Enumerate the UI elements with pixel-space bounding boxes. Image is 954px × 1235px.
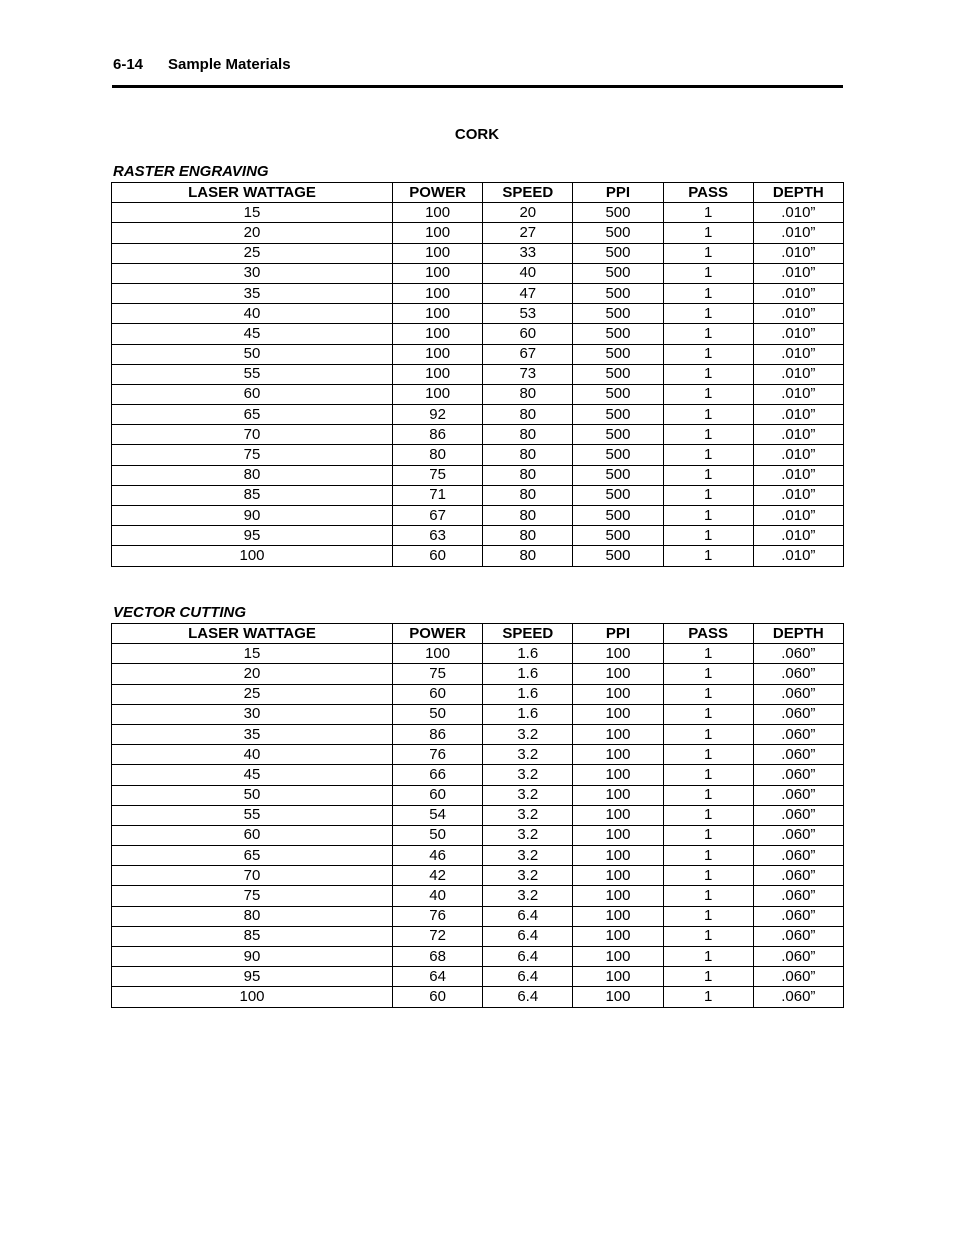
table-row [112, 384, 844, 404]
cell-depth: .010” [753, 445, 843, 465]
cell-depth: .060” [753, 825, 843, 845]
table-row [112, 644, 844, 664]
cell-ppi: 500 [573, 304, 663, 324]
cell-laser-wattage: 95 [112, 967, 393, 987]
cell-depth: .010” [753, 526, 843, 546]
cell-speed: 6.4 [483, 926, 573, 946]
cell-depth: .010” [753, 384, 843, 404]
cell-power: 100 [393, 364, 483, 384]
cell-pass: 1 [663, 866, 753, 886]
cell-pass: 1 [663, 283, 753, 303]
cell-speed: 3.2 [483, 825, 573, 845]
table-row [112, 304, 844, 324]
cell-depth: .010” [753, 243, 843, 263]
column-header-speed: SPEED [483, 624, 573, 644]
table-row [112, 546, 844, 566]
raster-settings-table [111, 182, 844, 567]
cell-ppi: 500 [573, 445, 663, 465]
cell-pass: 1 [663, 384, 753, 404]
cell-ppi: 100 [573, 765, 663, 785]
cell-power: 100 [393, 344, 483, 364]
cell-power: 46 [393, 846, 483, 866]
cell-pass: 1 [663, 364, 753, 384]
vector-settings-table [111, 623, 844, 1008]
cell-pass: 1 [663, 425, 753, 445]
cell-speed: 6.4 [483, 947, 573, 967]
column-header-depth: DEPTH [753, 624, 843, 644]
table-row [112, 203, 844, 223]
vector-table-body [112, 644, 844, 1007]
cell-speed: 6.4 [483, 967, 573, 987]
cell-speed: 73 [483, 364, 573, 384]
cell-depth: .060” [753, 926, 843, 946]
cell-laser-wattage: 45 [112, 324, 393, 344]
cell-depth: .010” [753, 364, 843, 384]
cell-ppi: 100 [573, 846, 663, 866]
cell-power: 63 [393, 526, 483, 546]
cell-power: 100 [393, 263, 483, 283]
cell-pass: 1 [663, 223, 753, 243]
cell-pass: 1 [663, 243, 753, 263]
cell-power: 42 [393, 866, 483, 886]
table-row [112, 745, 844, 765]
cell-speed: 3.2 [483, 805, 573, 825]
cell-pass: 1 [663, 805, 753, 825]
cell-laser-wattage: 90 [112, 947, 393, 967]
cell-pass: 1 [663, 684, 753, 704]
cell-ppi: 100 [573, 704, 663, 724]
page-header [113, 56, 291, 74]
cell-pass: 1 [663, 967, 753, 987]
cell-ppi: 100 [573, 987, 663, 1007]
cell-ppi: 500 [573, 485, 663, 505]
table-row [112, 263, 844, 283]
cell-laser-wattage: 25 [112, 684, 393, 704]
cell-laser-wattage: 75 [112, 445, 393, 465]
cell-laser-wattage: 75 [112, 886, 393, 906]
cell-depth: .010” [753, 203, 843, 223]
cell-speed: 3.2 [483, 785, 573, 805]
cell-power: 66 [393, 765, 483, 785]
table-row [112, 364, 844, 384]
cell-laser-wattage: 30 [112, 704, 393, 724]
cell-speed: 3.2 [483, 846, 573, 866]
cell-power: 76 [393, 906, 483, 926]
cell-power: 100 [393, 304, 483, 324]
cell-laser-wattage: 55 [112, 364, 393, 384]
cell-depth: .010” [753, 223, 843, 243]
cell-ppi: 500 [573, 364, 663, 384]
cell-speed: 6.4 [483, 906, 573, 926]
cell-laser-wattage: 85 [112, 926, 393, 946]
cell-depth: .060” [753, 704, 843, 724]
column-header-ppi: PPI [573, 183, 663, 203]
cell-power: 100 [393, 644, 483, 664]
cell-ppi: 500 [573, 324, 663, 344]
cell-ppi: 500 [573, 506, 663, 526]
cell-depth: .060” [753, 805, 843, 825]
cell-laser-wattage: 50 [112, 785, 393, 805]
cell-power: 54 [393, 805, 483, 825]
cell-speed: 1.6 [483, 664, 573, 684]
cell-power: 100 [393, 223, 483, 243]
cell-depth: .010” [753, 344, 843, 364]
table-row [112, 704, 844, 724]
cell-laser-wattage: 15 [112, 644, 393, 664]
cell-ppi: 500 [573, 526, 663, 546]
table-header-row [112, 624, 844, 644]
cell-power: 60 [393, 684, 483, 704]
table-row [112, 947, 844, 967]
cell-ppi: 100 [573, 785, 663, 805]
table-row [112, 765, 844, 785]
table-row [112, 425, 844, 445]
cell-speed: 80 [483, 465, 573, 485]
cell-laser-wattage: 85 [112, 485, 393, 505]
cell-depth: .010” [753, 263, 843, 283]
cell-laser-wattage: 95 [112, 526, 393, 546]
cell-ppi: 100 [573, 886, 663, 906]
table-row [112, 324, 844, 344]
cell-power: 68 [393, 947, 483, 967]
cell-depth: .010” [753, 465, 843, 485]
cell-depth: .010” [753, 304, 843, 324]
cell-pass: 1 [663, 886, 753, 906]
cell-depth: .010” [753, 324, 843, 344]
cell-ppi: 500 [573, 283, 663, 303]
cell-laser-wattage: 70 [112, 425, 393, 445]
cell-pass: 1 [663, 546, 753, 566]
cell-ppi: 100 [573, 906, 663, 926]
table-row [112, 846, 844, 866]
cell-laser-wattage: 65 [112, 846, 393, 866]
cell-pass: 1 [663, 263, 753, 283]
table-row [112, 785, 844, 805]
cell-power: 50 [393, 825, 483, 845]
cell-power: 75 [393, 465, 483, 485]
cell-pass: 1 [663, 203, 753, 223]
cell-laser-wattage: 100 [112, 987, 393, 1007]
cell-speed: 80 [483, 526, 573, 546]
cell-speed: 80 [483, 425, 573, 445]
cell-depth: .060” [753, 967, 843, 987]
cell-depth: .060” [753, 866, 843, 886]
cell-power: 60 [393, 987, 483, 1007]
column-header-power: POWER [393, 624, 483, 644]
header-divider [112, 85, 843, 88]
cell-pass: 1 [663, 825, 753, 845]
column-header-ppi: PPI [573, 624, 663, 644]
cell-speed: 3.2 [483, 886, 573, 906]
cell-power: 75 [393, 664, 483, 684]
cell-ppi: 500 [573, 203, 663, 223]
cell-pass: 1 [663, 785, 753, 805]
cell-power: 86 [393, 425, 483, 445]
cell-speed: 80 [483, 405, 573, 425]
cell-laser-wattage: 60 [112, 825, 393, 845]
cell-power: 92 [393, 405, 483, 425]
cell-pass: 1 [663, 344, 753, 364]
table-row [112, 906, 844, 926]
cell-power: 80 [393, 445, 483, 465]
cell-pass: 1 [663, 506, 753, 526]
cell-pass: 1 [663, 724, 753, 744]
cell-ppi: 100 [573, 684, 663, 704]
column-header-laser-wattage: LASER WATTAGE [112, 624, 393, 644]
table-row [112, 526, 844, 546]
cell-laser-wattage: 20 [112, 223, 393, 243]
cell-ppi: 100 [573, 926, 663, 946]
cell-speed: 3.2 [483, 724, 573, 744]
table-row [112, 243, 844, 263]
cell-speed: 67 [483, 344, 573, 364]
raster-table-body [112, 203, 844, 566]
cell-pass: 1 [663, 664, 753, 684]
cell-ppi: 100 [573, 745, 663, 765]
page-number: 6-14 [113, 56, 144, 73]
table-header-row [112, 183, 844, 203]
cell-ppi: 100 [573, 825, 663, 845]
cell-speed: 40 [483, 263, 573, 283]
cell-power: 76 [393, 745, 483, 765]
cell-laser-wattage: 40 [112, 745, 393, 765]
table-row [112, 987, 844, 1007]
table-row [112, 223, 844, 243]
material-title: CORK [454, 126, 500, 143]
cell-power: 86 [393, 724, 483, 744]
cell-laser-wattage: 45 [112, 765, 393, 785]
cell-ppi: 500 [573, 223, 663, 243]
table-row [112, 283, 844, 303]
cell-depth: .060” [753, 987, 843, 1007]
cell-depth: .060” [753, 745, 843, 765]
cell-speed: 80 [483, 506, 573, 526]
table-row [112, 926, 844, 946]
cell-depth: .060” [753, 906, 843, 926]
cell-power: 64 [393, 967, 483, 987]
cell-depth: .010” [753, 506, 843, 526]
table-row [112, 825, 844, 845]
cell-laser-wattage: 25 [112, 243, 393, 263]
cell-power: 40 [393, 886, 483, 906]
cell-ppi: 500 [573, 243, 663, 263]
column-header-laser-wattage: LASER WATTAGE [112, 183, 393, 203]
table-row [112, 405, 844, 425]
cell-depth: .010” [753, 283, 843, 303]
column-header-pass: PASS [663, 183, 753, 203]
cell-depth: .060” [753, 765, 843, 785]
cell-laser-wattage: 20 [112, 664, 393, 684]
cell-depth: .060” [753, 664, 843, 684]
cell-laser-wattage: 60 [112, 384, 393, 404]
column-header-pass: PASS [663, 624, 753, 644]
cell-power: 100 [393, 324, 483, 344]
cell-laser-wattage: 15 [112, 203, 393, 223]
raster-section-title: RASTER ENGRAVING [113, 163, 269, 180]
table-row [112, 506, 844, 526]
cell-laser-wattage: 55 [112, 805, 393, 825]
cell-speed: 27 [483, 223, 573, 243]
cell-laser-wattage: 30 [112, 263, 393, 283]
cell-speed: 80 [483, 546, 573, 566]
column-header-speed: SPEED [483, 183, 573, 203]
cell-ppi: 100 [573, 947, 663, 967]
cell-ppi: 500 [573, 465, 663, 485]
cell-pass: 1 [663, 947, 753, 967]
cell-power: 71 [393, 485, 483, 505]
column-header-power: POWER [393, 183, 483, 203]
cell-laser-wattage: 80 [112, 465, 393, 485]
cell-laser-wattage: 65 [112, 405, 393, 425]
cell-speed: 3.2 [483, 866, 573, 886]
cell-depth: .010” [753, 485, 843, 505]
cell-pass: 1 [663, 405, 753, 425]
cell-pass: 1 [663, 304, 753, 324]
cell-speed: 33 [483, 243, 573, 263]
table-row [112, 805, 844, 825]
column-header-depth: DEPTH [753, 183, 843, 203]
cell-pass: 1 [663, 926, 753, 946]
cell-depth: .060” [753, 785, 843, 805]
cell-speed: 47 [483, 283, 573, 303]
cell-pass: 1 [663, 846, 753, 866]
cell-laser-wattage: 80 [112, 906, 393, 926]
cell-laser-wattage: 35 [112, 724, 393, 744]
cell-power: 60 [393, 785, 483, 805]
cell-laser-wattage: 35 [112, 283, 393, 303]
cell-speed: 53 [483, 304, 573, 324]
cell-laser-wattage: 100 [112, 546, 393, 566]
cell-power: 72 [393, 926, 483, 946]
cell-ppi: 100 [573, 967, 663, 987]
cell-power: 100 [393, 283, 483, 303]
cell-ppi: 500 [573, 263, 663, 283]
table-row [112, 465, 844, 485]
cell-laser-wattage: 90 [112, 506, 393, 526]
cell-pass: 1 [663, 644, 753, 664]
cell-speed: 1.6 [483, 644, 573, 664]
table-row [112, 684, 844, 704]
table-row [112, 886, 844, 906]
table-row [112, 485, 844, 505]
cell-ppi: 100 [573, 866, 663, 886]
cell-laser-wattage: 40 [112, 304, 393, 324]
cell-ppi: 500 [573, 344, 663, 364]
section-name: Sample Materials [168, 56, 291, 73]
cell-depth: .010” [753, 425, 843, 445]
cell-speed: 80 [483, 384, 573, 404]
cell-depth: .010” [753, 546, 843, 566]
cell-ppi: 500 [573, 546, 663, 566]
cell-depth: .060” [753, 846, 843, 866]
cell-laser-wattage: 70 [112, 866, 393, 886]
cell-pass: 1 [663, 445, 753, 465]
cell-depth: .010” [753, 405, 843, 425]
cell-speed: 80 [483, 445, 573, 465]
table-row [112, 866, 844, 886]
table-row [112, 445, 844, 465]
cell-pass: 1 [663, 765, 753, 785]
cell-power: 60 [393, 546, 483, 566]
cell-speed: 3.2 [483, 745, 573, 765]
cell-pass: 1 [663, 906, 753, 926]
cell-ppi: 100 [573, 724, 663, 744]
cell-speed: 1.6 [483, 684, 573, 704]
cell-pass: 1 [663, 987, 753, 1007]
cell-speed: 1.6 [483, 704, 573, 724]
cell-pass: 1 [663, 704, 753, 724]
table-row [112, 967, 844, 987]
cell-depth: .060” [753, 724, 843, 744]
cell-pass: 1 [663, 324, 753, 344]
cell-power: 50 [393, 704, 483, 724]
table-row [112, 724, 844, 744]
cell-ppi: 500 [573, 405, 663, 425]
cell-power: 100 [393, 384, 483, 404]
cell-speed: 3.2 [483, 765, 573, 785]
cell-depth: .060” [753, 684, 843, 704]
cell-power: 67 [393, 506, 483, 526]
cell-ppi: 500 [573, 384, 663, 404]
cell-depth: .060” [753, 644, 843, 664]
vector-section-title: VECTOR CUTTING [113, 604, 247, 621]
cell-speed: 6.4 [483, 987, 573, 1007]
cell-pass: 1 [663, 485, 753, 505]
cell-pass: 1 [663, 465, 753, 485]
cell-ppi: 100 [573, 644, 663, 664]
table-row [112, 664, 844, 684]
cell-ppi: 100 [573, 664, 663, 684]
cell-pass: 1 [663, 745, 753, 765]
cell-depth: .060” [753, 947, 843, 967]
cell-speed: 60 [483, 324, 573, 344]
cell-speed: 80 [483, 485, 573, 505]
cell-laser-wattage: 50 [112, 344, 393, 364]
cell-depth: .060” [753, 886, 843, 906]
cell-ppi: 100 [573, 805, 663, 825]
cell-speed: 20 [483, 203, 573, 223]
cell-power: 100 [393, 243, 483, 263]
cell-ppi: 500 [573, 425, 663, 445]
cell-power: 100 [393, 203, 483, 223]
cell-pass: 1 [663, 526, 753, 546]
table-row [112, 344, 844, 364]
